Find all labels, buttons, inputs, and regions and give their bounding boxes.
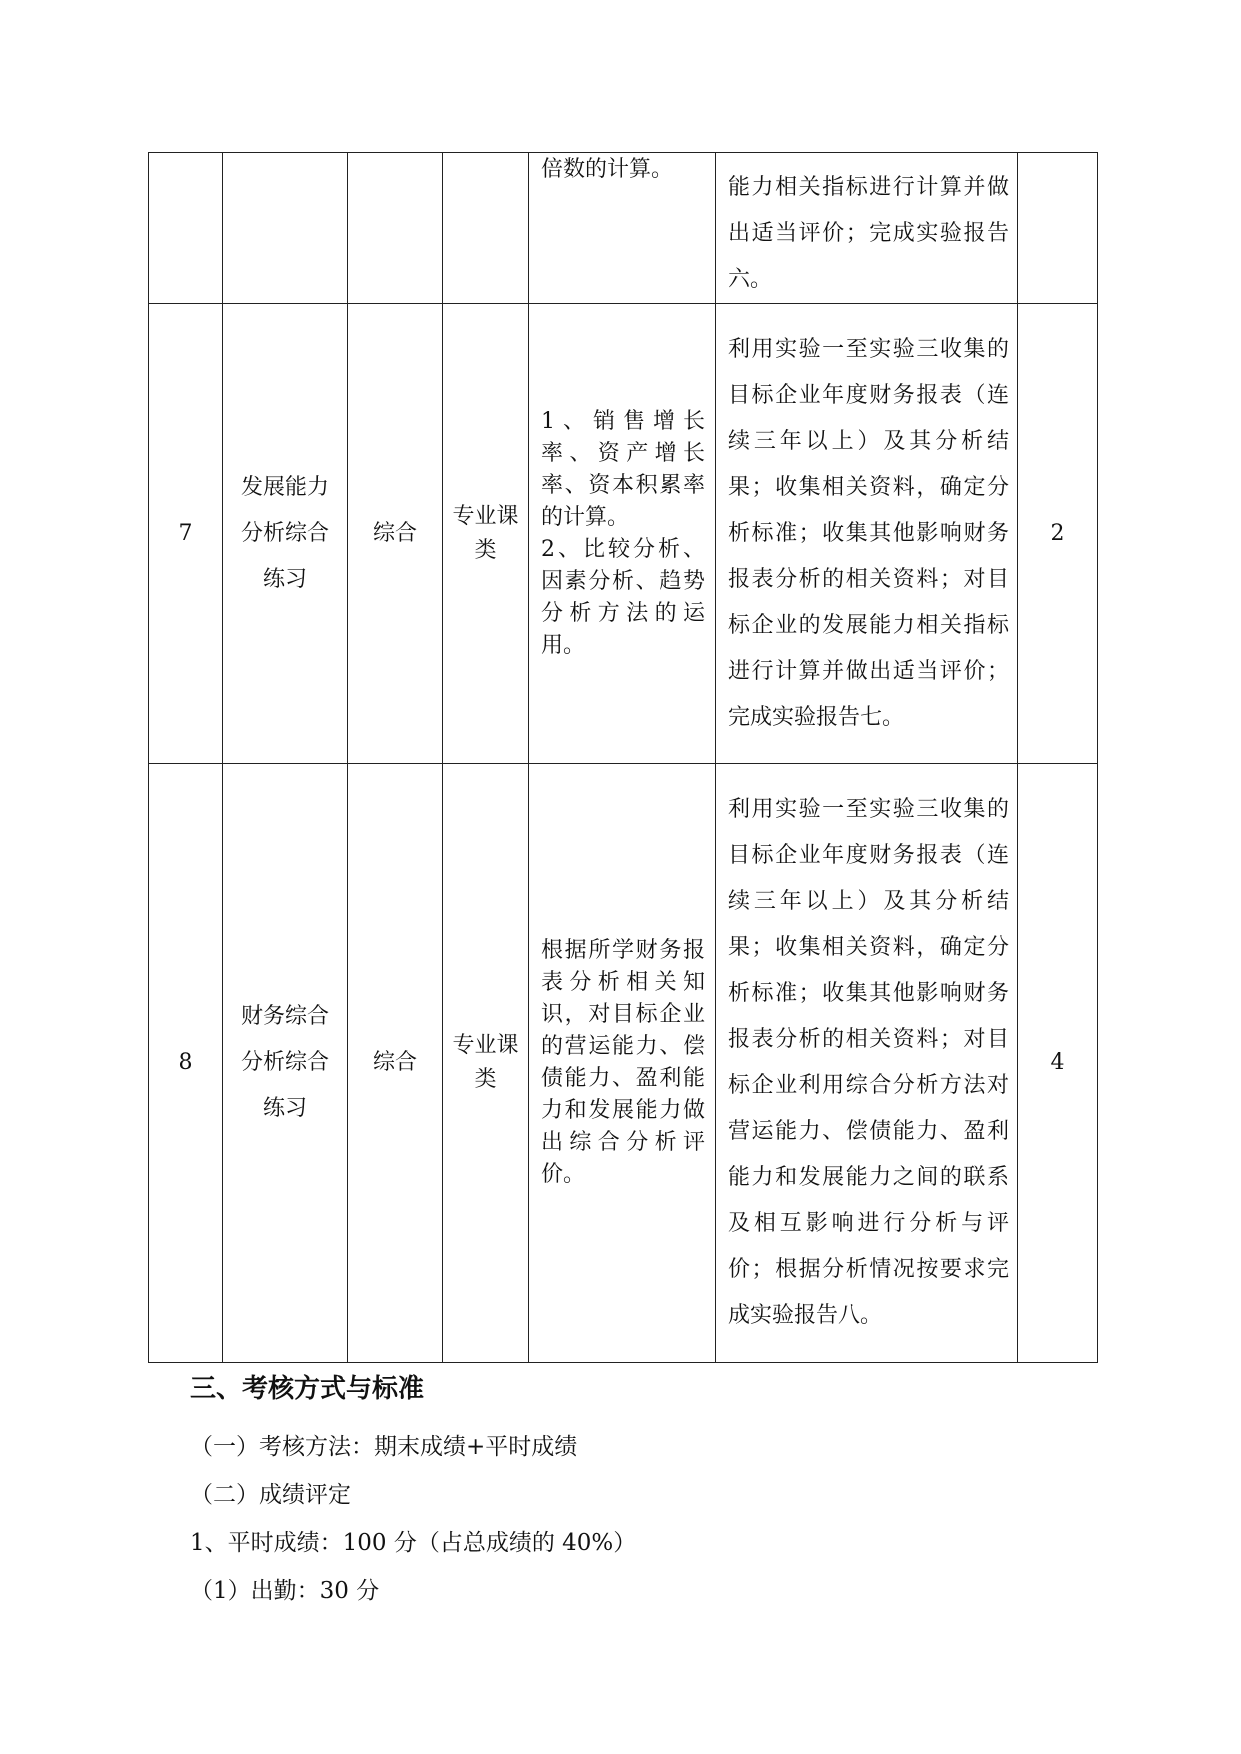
experiment-name: 发展能力分析综合练习	[223, 304, 348, 764]
table-row	[149, 764, 1098, 1363]
regular-score: 1、平时成绩：100 分（占总成绩的 40%）	[190, 1530, 637, 1556]
section-heading: 三、考核方式与标准	[190, 1374, 425, 1404]
experiment-requirement: 能力相关指标进行计算并做出适当评价；完成实验报告六。	[716, 153, 1018, 304]
experiment-hours	[1018, 153, 1098, 304]
experiment-requirement: 利用实验一至实验三收集的目标企业年度财务报表（连续三年以上）及其分析结果；收集相关资料，确定分析标准；收集其他影响财务报表分析的相关资料；对目标企业的发展能力相关指标进行计算并做出适当评价；完成实验报告七。	[716, 304, 1018, 764]
experiment-content: 1、销售增长率、资产增长率、资本积累率的计算。 2、比较分析、因素分析、趋势分析方法的运用。	[529, 304, 716, 764]
experiment-name	[223, 153, 348, 304]
row-number	[149, 153, 223, 304]
experiment-hours: 2	[1018, 304, 1098, 764]
experiment-requirement: 利用实验一至实验三收集的目标企业年度财务报表（连续三年以上）及其分析结果；收集相关资料，确定分析标准；收集其他影响财务报表分析的相关资料；对目标企业利用综合分析方法对营运能力、偿债能力、盈利能力和发展能力之间的联系及相互影响进行分析与评价；根据分析情况按要求完成实验报告八。	[716, 764, 1018, 1363]
experiment-table	[148, 152, 1098, 1363]
row-number: 8	[149, 764, 223, 1363]
experiment-category: 专业课类	[443, 304, 529, 764]
grading-heading: （二）成绩评定	[190, 1482, 351, 1508]
table-row	[149, 153, 1098, 304]
experiment-content: 倍数的计算。	[529, 153, 716, 304]
experiment-type: 综合	[348, 764, 443, 1363]
experiment-content: 根据所学财务报表分析相关知识，对目标企业的营运能力、偿债能力、盈利能力和发展能力做出综合分析评价。	[529, 764, 716, 1363]
experiment-category: 专业课类	[443, 764, 529, 1363]
experiment-type	[348, 153, 443, 304]
experiment-category	[443, 153, 529, 304]
attendance-score: （1）出勤：30 分	[190, 1578, 380, 1604]
experiment-type: 综合	[348, 304, 443, 764]
experiment-hours: 4	[1018, 764, 1098, 1363]
assessment-method: （一）考核方法：期末成绩+平时成绩	[190, 1434, 578, 1460]
row-number: 7	[149, 304, 223, 764]
table-row	[149, 304, 1098, 764]
experiment-name: 财务综合分析综合练习	[223, 764, 348, 1363]
